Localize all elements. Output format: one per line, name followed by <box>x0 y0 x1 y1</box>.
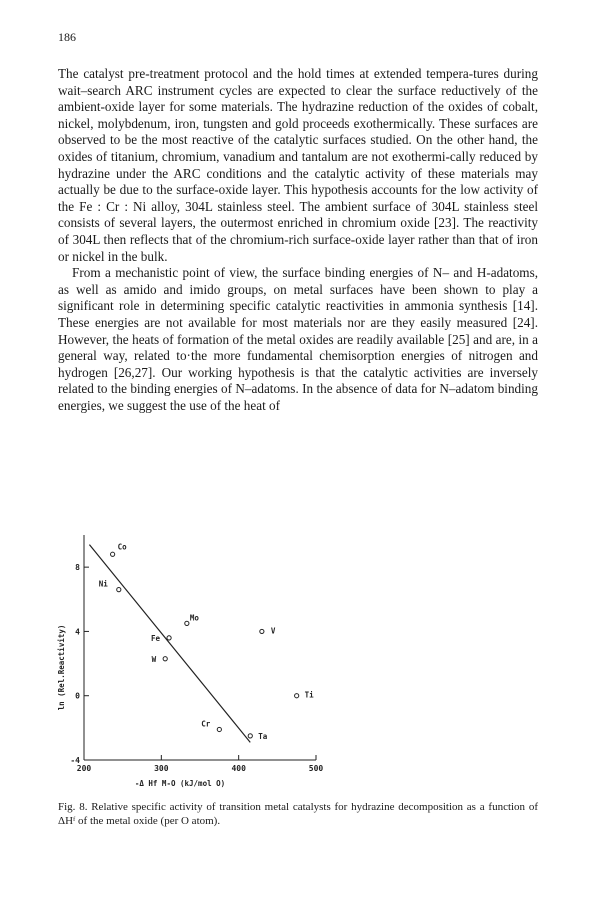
data-point-ti <box>295 694 299 698</box>
point-label: Ta <box>258 731 268 741</box>
page-number: 186 <box>58 30 76 44</box>
data-point-co <box>111 552 115 556</box>
data-point-mo <box>185 621 189 625</box>
point-label: V <box>270 626 276 636</box>
paragraph-1: The catalyst pre-treatment protocol and the hold times at extended tempera-tures during wait–search ARC instrument cycles are expected to clear the surface reductively of the ambient-oxide layer for some materials. The hydrazine reduction of the oxides of cobalt, nickel, molybdenum, iron, tungsten and gold proceeds exothermically. These surfaces are observed to be the most reactive of the catalytic surfaces studied. On the other hand, the oxides of titanium, chromium, vanadium and tantalum are not exothermi-cally reduced by hydrazine under the ARC conditions and the catalytic activity of these materials may actually be due to the surface-oxide layer. This hypothesis accounts for the low activity of the Fe : Cr : Ni alloy, 304L stainless steel. The ambient surface of 304L stainless steel consists of several layers, the outermost enriched in chromium oxide [23]. The reactivity of 304L then reflects that of the chromium-rich surface-oxide layer rather than that of iron or nickel in the bulk. <box>58 66 538 264</box>
point-label: Co <box>117 542 127 552</box>
body-text <box>58 66 538 414</box>
data-point-v <box>260 629 264 633</box>
x-tick-label: 500 <box>308 764 324 773</box>
fit-line <box>89 545 250 743</box>
point-label: W <box>151 654 157 664</box>
y-axis-label: ln (Rel.Reactivity) <box>57 624 66 711</box>
point-label: Mo <box>189 613 199 623</box>
data-point-ni <box>117 588 121 592</box>
point-label: Ti <box>304 690 314 700</box>
point-label: Ni <box>98 579 108 589</box>
point-label: Fe <box>151 633 161 643</box>
figure-caption: Fig. 8. Relative specific activity of transition metal catalysts for hydrazine decomposition as a function of ΔHᶠ of the metal oxide (per O atom). <box>58 801 538 827</box>
x-tick-label: 400 <box>231 764 246 773</box>
y-tick-label: -4 <box>70 756 80 765</box>
figure-8 <box>58 520 538 800</box>
point-label: Cr <box>201 719 211 729</box>
data-point-w <box>163 657 167 661</box>
x-axis-label: -Δ Hf M-O (kJ/mol O) <box>134 779 226 788</box>
y-tick-label: 8 <box>75 563 80 573</box>
y-tick-label: 0 <box>75 691 80 701</box>
scatter-chart <box>58 520 538 800</box>
paragraph-2: From a mechanistic point of view, the surface binding energies of N– and H-adatoms, as well as amido and imido groups, on metal surfaces have been shown to play a significant role in determining specific catalytic reactivities in ammonia synthesis [14]. These energies are not available for most materials nor are they easily measured [24]. However, the heats of formation of the metal oxides are readily available [25] and are, in a general way, related to·the more fundamental chemisorption energies of nitrogen and hydrogen [26,27]. Our working hypothesis is that the catalytic activities are inversely related to the binding energies of N–adatoms. In the absence of data for N–adatom binding energies, we suggest the use of the heat of <box>58 265 538 413</box>
data-point-fe <box>167 636 171 640</box>
data-point-cr <box>217 727 221 731</box>
data-point-ta <box>248 734 252 738</box>
y-tick-label: 4 <box>75 627 80 637</box>
x-tick-label: 300 <box>154 764 169 773</box>
x-tick-label: 200 <box>76 764 92 773</box>
